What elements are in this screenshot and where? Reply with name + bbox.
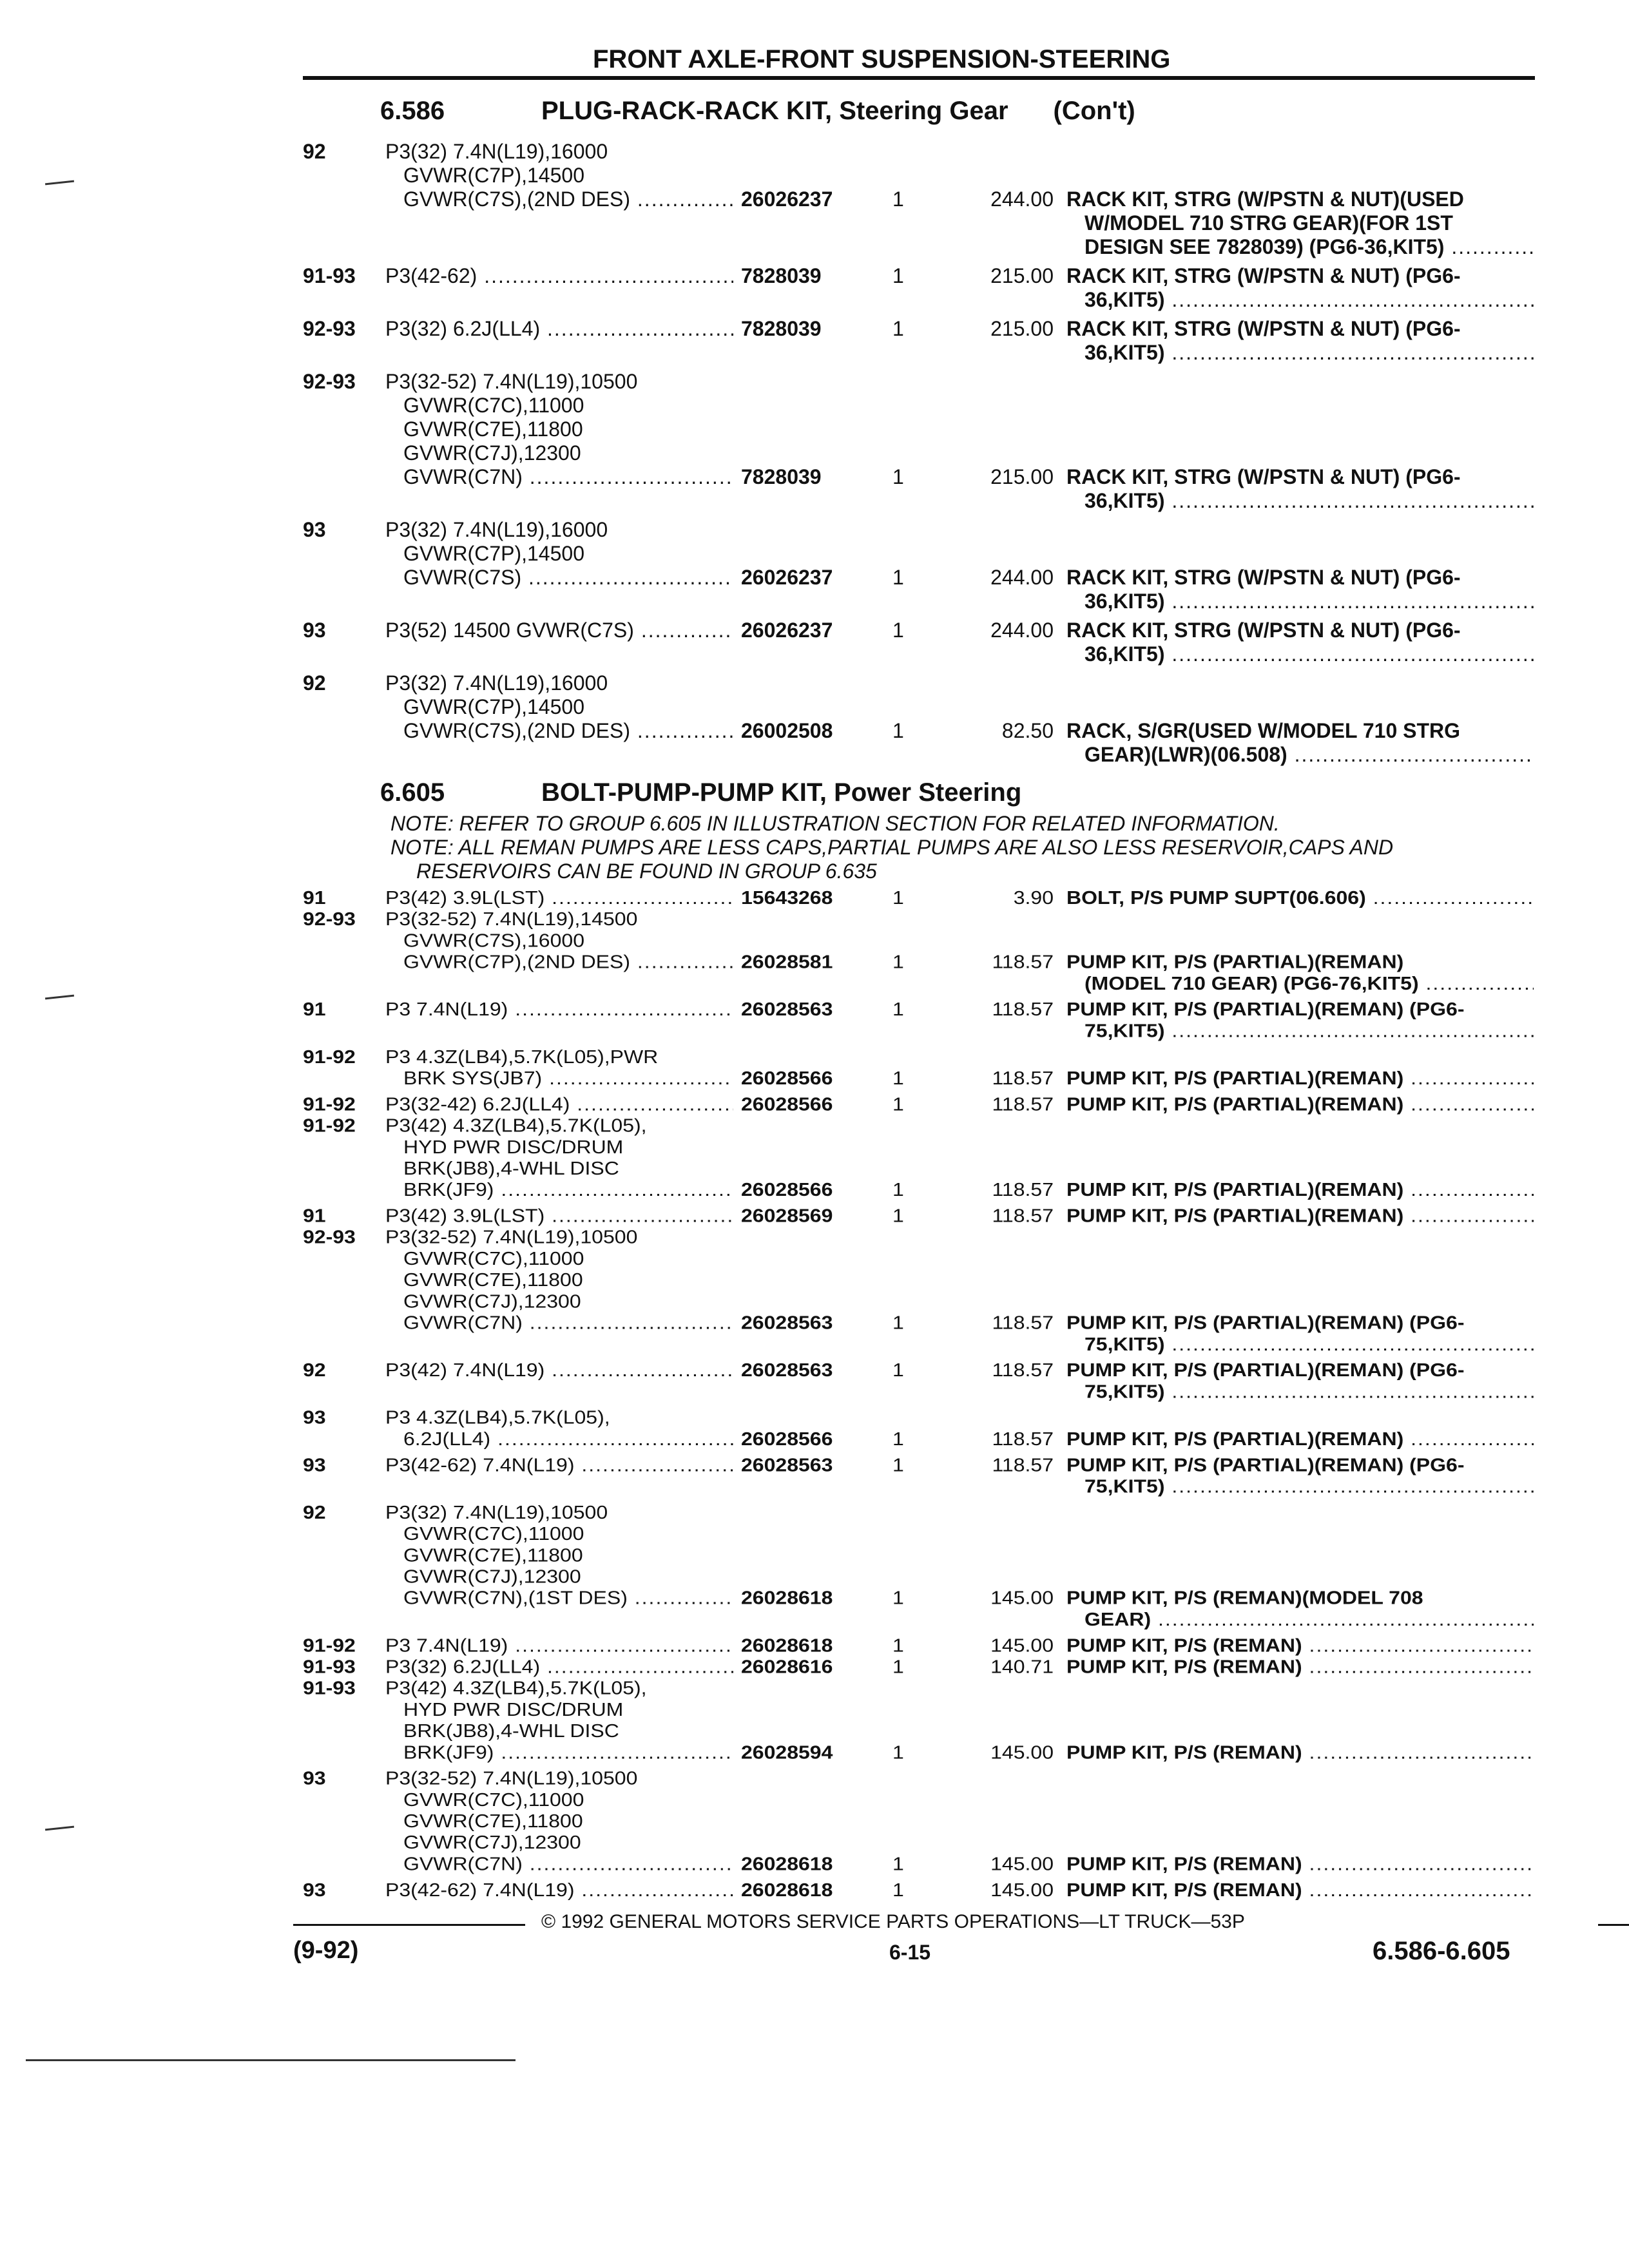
model-year: 91-93 (303, 264, 356, 287)
application-line: GVWR(C7S),(2ND DES) ..... (385, 719, 733, 743)
table-row (303, 1115, 1534, 1201)
application-line: GVWR(C7J),12300 (403, 1832, 581, 1853)
quantity: 1 (892, 1587, 904, 1608)
quantity: 1 (892, 1360, 904, 1381)
section-title: PLUG-RACK-RACK KIT, Steering Gear (541, 97, 1008, 125)
copyright-text: © 1992 GENERAL MOTORS SERVICE PARTS OPERATIONS—LT TRUCK—53P (541, 1911, 1245, 1932)
model-year: 91-92 (303, 1093, 356, 1115)
table-row (303, 887, 1534, 908)
application-line: P3 7.4N(L19) ..... (385, 1635, 733, 1656)
part-description (1066, 1742, 1534, 1763)
part-number: 26028594 (741, 1742, 833, 1763)
page-title: FRONT AXLE-FRONT SUSPENSION-STEERING (593, 45, 1171, 73)
model-year: 91-92 (303, 1635, 356, 1656)
application-line: BRK(JF9) ..... (385, 1742, 733, 1763)
model-year: 93 (303, 1879, 326, 1901)
margin-mark (45, 1826, 74, 1831)
application (385, 370, 733, 489)
price: 118.57 (992, 1093, 1054, 1115)
application-line: P3 7.4N(L19) ..... (385, 999, 733, 1020)
application-line: BRK(JF9) ..... (385, 1179, 733, 1200)
table-row (303, 1635, 1534, 1656)
section-title: BOLT-PUMP-PUMP KIT, Power Steering (541, 778, 1022, 807)
application-line: P3(32) 6.2J(LL4) ..... (385, 1656, 733, 1677)
footer-rule (293, 1924, 525, 1926)
application (385, 908, 733, 973)
description-line: PUMP KIT, P/S (REMAN) ..... (1066, 1656, 1534, 1677)
application-line: P3(42) 3.9L(LST) ..... (385, 887, 733, 908)
page-number: 6-15 (889, 1941, 931, 1964)
model-year: 91 (303, 1205, 326, 1226)
price: 82.50 (1001, 719, 1054, 742)
parts-table (303, 140, 1534, 772)
description-line: RACK KIT, STRG (W/PSTN & NUT) (PG6- (1066, 465, 1461, 488)
application-line: P3(42-62) 7.4N(L19) ..... (385, 1879, 733, 1901)
quantity: 1 (892, 719, 904, 742)
application-line: GVWR(C7P),14500 (403, 695, 584, 718)
parts-table (303, 887, 1534, 1901)
application-line: BRK(JB8),4-WHL DISC (403, 1157, 619, 1179)
application-line: P3(42-62) 7.4N(L19) ..... (385, 1454, 733, 1475)
price: 118.57 (992, 1428, 1054, 1450)
price: 118.57 (992, 1312, 1054, 1333)
application-line: P3(32) 7.4N(L19),10500 (385, 1501, 608, 1523)
model-year: 92 (303, 140, 326, 163)
model-year: 92-93 (303, 1226, 356, 1248)
price: 145.00 (990, 1635, 1054, 1656)
application-line: GVWR(C7E),11800 (403, 1544, 583, 1566)
application-line: P3(42) 7.4N(L19) ..... (385, 1360, 733, 1381)
description-line: 75,KIT5) ..... (1066, 1381, 1534, 1402)
application (385, 1656, 733, 1677)
application-line: GVWR(C7P),14500 (403, 542, 584, 565)
quantity: 1 (892, 1205, 904, 1226)
table-row (303, 1502, 1534, 1630)
model-year: 91 (303, 999, 326, 1020)
description-line: (MODEL 710 GEAR) (PG6-76,KIT5) ..... (1066, 973, 1534, 994)
model-year: 92-93 (303, 908, 356, 930)
description-line: 75,KIT5) ..... (1066, 1020, 1534, 1041)
application-line: P3(32) 7.4N(L19),16000 (385, 140, 608, 163)
application-line: P3(42) 4.3Z(LB4),5.7K(L05), (385, 1677, 647, 1698)
part-description (1066, 1454, 1534, 1497)
description-line: PUMP KIT, P/S (REMAN)(MODEL 708 (1066, 1587, 1423, 1608)
application-line: 6.2J(LL4) ..... (385, 1428, 733, 1450)
quantity: 1 (892, 264, 904, 287)
application-line: BRK(JB8),4-WHL DISC (403, 1720, 619, 1742)
description-line: BOLT, P/S PUMP SUPT(06.606) ..... (1066, 887, 1534, 908)
header-rule (303, 76, 1535, 80)
quantity: 1 (892, 1454, 904, 1475)
price: 244.00 (990, 187, 1054, 211)
description-line: PUMP KIT, P/S (PARTIAL)(REMAN) (PG6- (1066, 1360, 1465, 1381)
part-description (1066, 1656, 1534, 1677)
quantity: 1 (892, 1312, 904, 1333)
table-row (303, 1454, 1534, 1497)
part-description (1066, 999, 1534, 1041)
description-line: RACK KIT, STRG (W/PSTN & NUT) (PG6- (1066, 264, 1461, 287)
description-line: 75,KIT5) ..... (1066, 1475, 1534, 1497)
price: 118.57 (992, 1067, 1054, 1089)
part-description (1066, 1428, 1534, 1450)
part-number: 26028563 (741, 999, 833, 1020)
description-line: 36,KIT5) ..... (1066, 341, 1534, 365)
quantity: 1 (892, 187, 904, 211)
price: 140.71 (990, 1656, 1054, 1677)
price: 215.00 (990, 317, 1054, 340)
part-description (1066, 1312, 1534, 1355)
description-line: RACK, S/GR(USED W/MODEL 710 STRG (1066, 719, 1461, 742)
application-line: GVWR(C7N) ..... (385, 1853, 733, 1874)
model-year: 91-92 (303, 1046, 356, 1068)
model-year: 93 (303, 1454, 326, 1475)
description-line: GEAR)(LWR)(06.508) ..... (1066, 743, 1534, 767)
application-line: BRK SYS(JB7) ..... (385, 1068, 733, 1089)
note-line: RESERVOIRS CAN BE FOUND IN GROUP 6.635 (416, 860, 877, 883)
description-line: PUMP KIT, P/S (PARTIAL)(REMAN) ..... (1066, 1179, 1534, 1200)
description-line: DESIGN SEE 7828039) (PG6-36,KIT5) ..... (1066, 235, 1534, 259)
part-number: 26028563 (741, 1360, 833, 1381)
application (385, 1227, 733, 1334)
quantity: 1 (892, 951, 904, 972)
application-line: GVWR(C7S),16000 (403, 930, 584, 951)
application (385, 1206, 733, 1227)
application-line: P3(42-62) ..... (385, 264, 733, 288)
part-number: 15643268 (741, 887, 833, 908)
application (385, 317, 733, 365)
price: 3.90 (1013, 887, 1054, 908)
application-line: P3 4.3Z(LB4),5.7K(L05), (385, 1407, 610, 1428)
part-description (1066, 887, 1534, 908)
part-description (1066, 1360, 1534, 1402)
quantity: 1 (892, 1428, 904, 1450)
table-row (303, 1879, 1534, 1901)
description-line: GEAR) ..... (1066, 1609, 1534, 1630)
application-line: GVWR(C7P),14500 (403, 164, 584, 187)
table-row (303, 140, 1534, 259)
table-row (303, 908, 1534, 994)
part-number: 26028563 (741, 1312, 833, 1333)
application-line: GVWR(C7N) ..... (385, 1312, 733, 1334)
footer-copyright (293, 1911, 1543, 1937)
part-number: 26028569 (741, 1205, 833, 1226)
part-number: 26026237 (741, 566, 833, 589)
application (385, 1115, 733, 1201)
model-year: 93 (303, 1407, 326, 1428)
table-row (303, 1678, 1534, 1763)
application-line: GVWR(C7C),11000 (403, 394, 584, 417)
table-row (303, 1656, 1534, 1677)
description-line: PUMP KIT, P/S (PARTIAL)(REMAN) ..... (1066, 1428, 1534, 1450)
application (385, 140, 733, 211)
part-number: 26028563 (741, 1454, 833, 1475)
description-line: PUMP KIT, P/S (PARTIAL)(REMAN) (PG6- (1066, 999, 1465, 1020)
model-year: 92 (303, 671, 326, 695)
part-number: 26026237 (741, 187, 833, 211)
quantity: 1 (892, 999, 904, 1020)
application (385, 619, 733, 666)
price: 145.00 (990, 1879, 1054, 1901)
application (385, 1093, 733, 1115)
part-number: 7828039 (741, 465, 822, 488)
continued-label: (Con't) (1053, 97, 1135, 125)
application (385, 1360, 733, 1402)
description-line: PUMP KIT, P/S (PARTIAL)(REMAN) ..... (1066, 1093, 1534, 1115)
table-row (303, 1768, 1534, 1875)
part-number: 7828039 (741, 264, 822, 287)
part-number: 26028618 (741, 1587, 833, 1608)
price: 118.57 (992, 1454, 1054, 1475)
part-description (1066, 1853, 1534, 1874)
margin-mark (45, 995, 74, 1000)
application-line: GVWR(C7E),11800 (403, 1811, 583, 1832)
part-description (1066, 465, 1534, 513)
table-row (303, 264, 1534, 312)
description-line: PUMP KIT, P/S (REMAN) ..... (1066, 1879, 1534, 1901)
part-number: 26028566 (741, 1179, 833, 1200)
section-heading (380, 778, 1021, 807)
quantity: 1 (892, 1853, 904, 1874)
application (385, 1678, 733, 1763)
application-line: GVWR(C7S),(2ND DES) ..... (385, 187, 733, 211)
application (385, 264, 733, 312)
table-row (303, 1227, 1534, 1355)
description-line: PUMP KIT, P/S (PARTIAL)(REMAN) (PG6- (1066, 1312, 1465, 1333)
part-number: 26028618 (741, 1879, 833, 1901)
model-year: 92-93 (303, 317, 356, 340)
description-line: PUMP KIT, P/S (PARTIAL)(REMAN) (PG6- (1066, 1454, 1465, 1475)
quantity: 1 (892, 887, 904, 908)
section-number: 6.586 (380, 97, 445, 125)
table-row (303, 518, 1534, 613)
price: 118.57 (992, 999, 1054, 1020)
part-number: 26028566 (741, 1067, 833, 1089)
application (385, 887, 733, 908)
description-line: RACK KIT, STRG (W/PSTN & NUT) (PG6- (1066, 317, 1461, 340)
quantity: 1 (892, 1179, 904, 1200)
quantity: 1 (892, 1093, 904, 1115)
quantity: 1 (892, 1067, 904, 1089)
price: 118.57 (992, 1205, 1054, 1226)
description-line: 36,KIT5) ..... (1066, 642, 1534, 666)
application (385, 1407, 733, 1450)
footer-rule (1598, 1924, 1629, 1926)
table-row (303, 619, 1534, 666)
application-line: GVWR(C7E),11800 (403, 418, 583, 441)
model-year: 93 (303, 518, 326, 541)
description-line: PUMP KIT, P/S (PARTIAL)(REMAN) ..... (1066, 1206, 1534, 1227)
table-row (303, 1046, 1534, 1089)
application-line: P3(32-52) 7.4N(L19),10500 (385, 370, 638, 393)
application (385, 1502, 733, 1609)
price: 215.00 (990, 465, 1054, 488)
description-line: 36,KIT5) ..... (1066, 288, 1534, 312)
model-year: 91-93 (303, 1656, 356, 1677)
model-year: 91-93 (303, 1677, 356, 1698)
table-row (303, 1206, 1534, 1227)
price: 145.00 (990, 1742, 1054, 1763)
part-number: 26028566 (741, 1093, 833, 1115)
part-description (1066, 952, 1534, 994)
part-description (1066, 1206, 1534, 1227)
section-number: 6.605 (380, 778, 445, 807)
description-line: 75,KIT5) ..... (1066, 1334, 1534, 1355)
part-description (1066, 719, 1534, 767)
application-line: GVWR(C7J),12300 (403, 1566, 581, 1587)
scan-edge-line (26, 2059, 516, 2061)
part-description (1066, 1093, 1534, 1115)
part-description (1066, 619, 1534, 666)
quantity: 1 (892, 1635, 904, 1656)
model-year: 92 (303, 1501, 326, 1523)
application-line: GVWR(C7C),11000 (403, 1789, 584, 1811)
application-line: GVWR(C7N),(1ST DES) ..... (385, 1588, 733, 1609)
part-number: 26028618 (741, 1635, 833, 1656)
application-line: GVWR(C7J),12300 (403, 1291, 581, 1312)
application-line: GVWR(C7J),12300 (403, 441, 581, 465)
section-notes (390, 812, 1393, 883)
application-line: P3(32) 7.4N(L19),16000 (385, 518, 608, 541)
table-row (303, 671, 1534, 767)
description-line: RACK KIT, STRG (W/PSTN & NUT)(USED (1066, 187, 1464, 211)
table-row (303, 1093, 1534, 1115)
description-line: 36,KIT5) ..... (1066, 590, 1534, 613)
part-description (1066, 317, 1534, 365)
price: 145.00 (990, 1853, 1054, 1874)
part-description (1066, 187, 1534, 259)
application-line: GVWR(C7C),11000 (403, 1523, 584, 1544)
part-number: 26028566 (741, 1428, 833, 1450)
application-line: P3(32-52) 7.4N(L19),14500 (385, 908, 638, 930)
application-line: P3(32) 7.4N(L19),16000 (385, 671, 608, 695)
application (385, 1879, 733, 1901)
table-row (303, 317, 1534, 365)
model-year: 92-93 (303, 370, 356, 393)
description-line: PUMP KIT, P/S (REMAN) ..... (1066, 1635, 1534, 1656)
price: 215.00 (990, 264, 1054, 287)
price: 244.00 (990, 619, 1054, 642)
model-year: 93 (303, 619, 326, 642)
part-number: 26028616 (741, 1656, 833, 1677)
part-description (1066, 1588, 1534, 1630)
price: 118.57 (992, 1179, 1054, 1200)
description-line: PUMP KIT, P/S (PARTIAL)(REMAN) (1066, 951, 1404, 972)
model-year: 93 (303, 1767, 326, 1789)
application-line: GVWR(C7P),(2ND DES) ..... (385, 952, 733, 973)
application (385, 1454, 733, 1497)
section-heading (380, 97, 1135, 126)
quantity: 1 (892, 465, 904, 488)
model-year: 92 (303, 1360, 326, 1381)
application (385, 671, 733, 743)
application-line: P3(42) 3.9L(LST) ..... (385, 1206, 733, 1227)
table-row (303, 370, 1534, 513)
part-description (1066, 1068, 1534, 1089)
application-line: P3(42) 4.3Z(LB4),5.7K(L05), (385, 1115, 647, 1136)
application-line: GVWR(C7S) ..... (385, 566, 733, 590)
model-year: 91 (303, 887, 326, 908)
application (385, 518, 733, 590)
application-line: P3(32-52) 7.4N(L19),10500 (385, 1226, 638, 1248)
description-line: PUMP KIT, P/S (PARTIAL)(REMAN) ..... (1066, 1068, 1534, 1089)
part-description (1066, 566, 1534, 613)
application (385, 1046, 733, 1089)
revision-date: (9-92) (293, 1937, 359, 1964)
price: 118.57 (992, 1360, 1054, 1381)
description-line: PUMP KIT, P/S (REMAN) ..... (1066, 1853, 1534, 1874)
application (385, 1768, 733, 1875)
description-line: RACK KIT, STRG (W/PSTN & NUT) (PG6- (1066, 619, 1461, 642)
description-line: RACK KIT, STRG (W/PSTN & NUT) (PG6- (1066, 566, 1461, 589)
application-line: P3 4.3Z(LB4),5.7K(L05),PWR (385, 1046, 659, 1068)
note-line: NOTE: ALL REMAN PUMPS ARE LESS CAPS,PARTIAL PUMPS ARE ALSO LESS RESERVOIR,CAPS AND (390, 836, 1394, 859)
part-number: 26028618 (741, 1853, 833, 1874)
application-line: HYD PWR DISC/DRUM (403, 1136, 624, 1158)
part-description (1066, 264, 1534, 312)
part-number: 26026237 (741, 619, 833, 642)
application (385, 999, 733, 1041)
part-number: 7828039 (741, 317, 822, 340)
application-line: GVWR(C7C),11000 (403, 1247, 584, 1269)
application-line: GVWR(C7N) ..... (385, 465, 733, 489)
quantity: 1 (892, 1742, 904, 1763)
margin-mark (45, 180, 74, 186)
quantity: 1 (892, 566, 904, 589)
price: 118.57 (992, 951, 1054, 972)
description-line: W/MODEL 710 STRG GEAR)(FOR 1ST (1084, 211, 1453, 235)
description-line: PUMP KIT, P/S (REMAN) ..... (1066, 1742, 1534, 1763)
table-row (303, 1407, 1534, 1450)
price: 145.00 (990, 1587, 1054, 1608)
application-line: P3(32-52) 7.4N(L19),10500 (385, 1767, 638, 1789)
quantity: 1 (892, 1656, 904, 1677)
application-line: P3(52) 14500 GVWR(C7S) ..... (385, 619, 733, 642)
table-row (303, 1360, 1534, 1402)
part-number: 26028581 (741, 951, 833, 972)
part-description (1066, 1179, 1534, 1200)
application-line: HYD PWR DISC/DRUM (403, 1698, 624, 1720)
application-line: GVWR(C7E),11800 (403, 1269, 583, 1291)
part-description (1066, 1635, 1534, 1656)
description-line: 36,KIT5) ..... (1066, 489, 1534, 513)
model-year: 91-92 (303, 1115, 356, 1136)
part-description (1066, 1879, 1534, 1901)
quantity: 1 (892, 1879, 904, 1901)
price: 244.00 (990, 566, 1054, 589)
application-line: P3(32-42) 6.2J(LL4) ..... (385, 1093, 733, 1115)
application (385, 1635, 733, 1656)
quantity: 1 (892, 317, 904, 340)
group-range: 6.586-6.605 (1373, 1937, 1510, 1965)
part-number: 26002508 (741, 719, 833, 742)
note-line: NOTE: REFER TO GROUP 6.605 IN ILLUSTRATION SECTION FOR RELATED INFORMATION. (390, 812, 1280, 835)
table-row (303, 999, 1534, 1041)
application-line: P3(32) 6.2J(LL4) ..... (385, 317, 733, 341)
quantity: 1 (892, 619, 904, 642)
